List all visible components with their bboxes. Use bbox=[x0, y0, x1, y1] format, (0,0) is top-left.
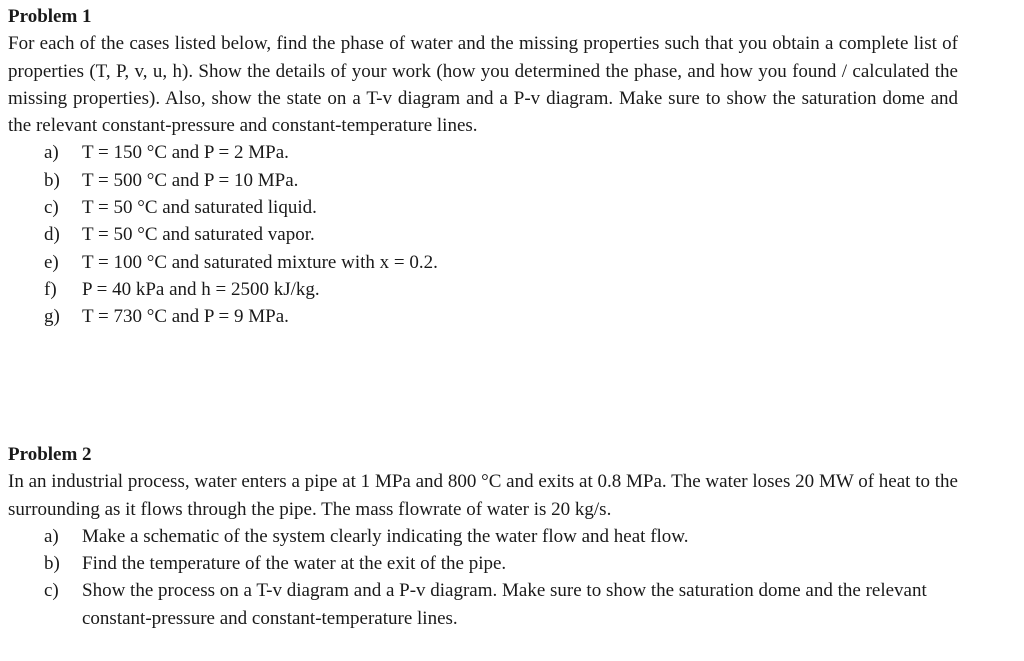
item-text: Show the process on a T-v diagram and a P-v diagram. Make sure to show the saturation dome and the relevant constant-pressure and constant-temperature lines. bbox=[82, 580, 927, 629]
item-label: b) bbox=[44, 553, 60, 575]
item-label: f) bbox=[44, 278, 57, 300]
problem-2-title: Problem 2 bbox=[8, 444, 92, 465]
item-text: T = 50 °C and saturated vapor. bbox=[82, 224, 315, 246]
list-item bbox=[8, 303, 958, 330]
list-item bbox=[8, 194, 958, 221]
list-item bbox=[8, 221, 958, 248]
list-item bbox=[8, 523, 958, 550]
item-text: T = 730 °C and P = 9 MPa. bbox=[82, 306, 289, 328]
problem-1-section bbox=[8, 3, 958, 331]
problem-2-section bbox=[8, 441, 958, 632]
item-text: Find the temperature of the water at the exit of the pipe. bbox=[82, 553, 507, 575]
item-text: P = 40 kPa and h = 2500 kJ/kg. bbox=[82, 278, 320, 300]
problem-1-title: Problem 1 bbox=[8, 6, 92, 27]
item-text: Make a schematic of the system clearly indicating the water flow and heat flow. bbox=[82, 525, 689, 547]
list-item bbox=[8, 249, 958, 276]
list-item bbox=[8, 276, 958, 303]
problem-2-intro: In an industrial process, water enters a pipe at 1 MPa and 800 °C and exits at 0.8 MPa. The water loses 20 MW of heat to the surrounding as it flows through the pipe. The mass flowrate of water is 20 kg/s. bbox=[8, 471, 958, 520]
item-text: T = 500 °C and P = 10 MPa. bbox=[82, 169, 299, 191]
item-label: g) bbox=[44, 306, 60, 328]
item-label: c) bbox=[44, 580, 59, 602]
item-label: a) bbox=[44, 142, 59, 164]
item-label: e) bbox=[44, 251, 59, 273]
list-item bbox=[8, 167, 958, 194]
item-label: d) bbox=[44, 224, 60, 246]
list-item bbox=[8, 550, 958, 577]
item-label: c) bbox=[44, 197, 59, 219]
item-label: a) bbox=[44, 525, 59, 547]
list-item bbox=[8, 139, 958, 166]
problem-1-case-list bbox=[8, 139, 958, 330]
item-text: T = 100 °C and saturated mixture with x = 0.2. bbox=[82, 251, 438, 273]
item-label: b) bbox=[44, 169, 60, 191]
item-text: T = 150 °C and P = 2 MPa. bbox=[82, 142, 289, 164]
item-text: T = 50 °C and saturated liquid. bbox=[82, 197, 317, 219]
problem-2-task-list bbox=[8, 523, 958, 632]
list-item bbox=[8, 577, 958, 632]
problem-1-intro: For each of the cases listed below, find the phase of water and the missing properties such that you obtain a complete list of properties (T, P, v, u, h). Show the details of your work (how you determined the phase, and how you found / calculated the missing properties). Also, show the state on a T-v diagram and a P-v diagram. Make sure to show the saturation dome and the relevant constant-pressure and constant-temperature lines. bbox=[8, 33, 958, 137]
